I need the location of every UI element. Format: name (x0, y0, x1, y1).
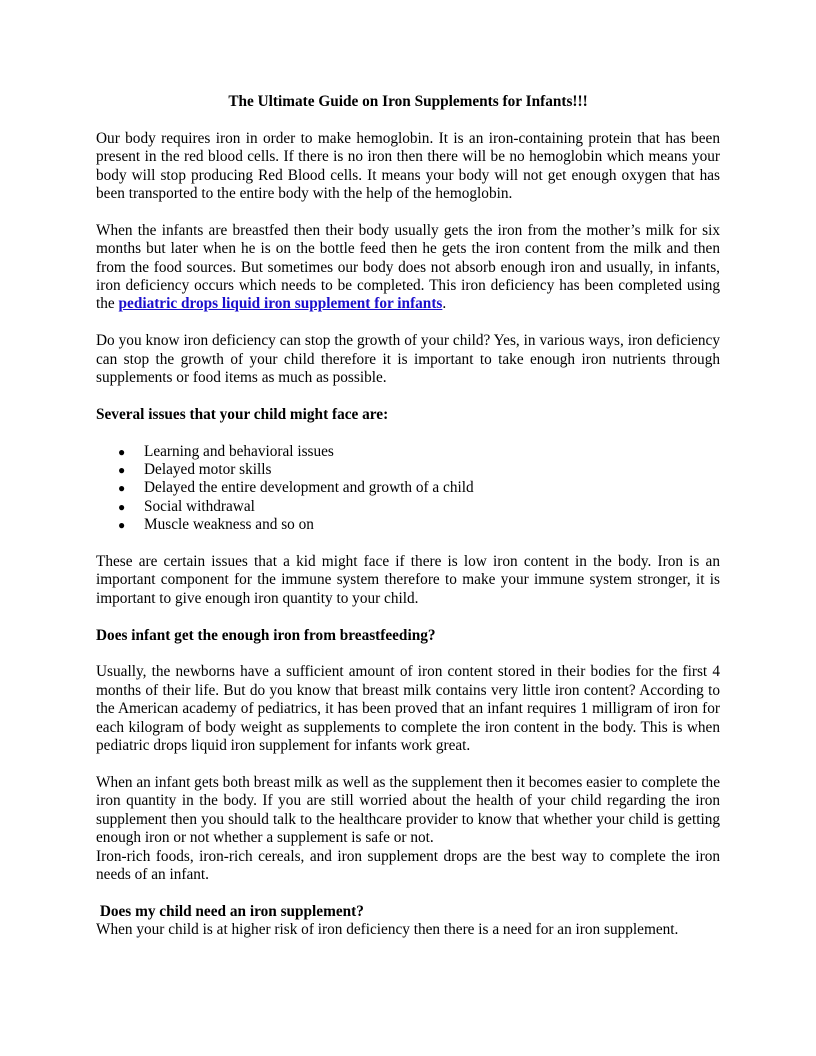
paragraph-newborns: Usually, the newborns have a sufficient amount of iron content stored in their bodies for the first 4 months of their life. But do you know that breast milk contains very little iron content? According to the American academy of pediatrics, it has been proved that an infant requires 1 milligram of iron for each kilogram of body weight as supplements to complete the iron content in the body. This is when pediatric drops liquid iron supplement for infants work great. (96, 663, 720, 755)
document-page (96, 93, 720, 940)
issues-list (96, 443, 720, 535)
heading-need-supplement: Does my child need an iron supplement? (96, 902, 364, 920)
list-item-text: Learning and behavioral issues (144, 442, 334, 460)
paragraph-iron-rich-foods: Iron-rich foods, iron-rich cereals, and iron supplement drops are the best way to complete the iron needs of an infant. (96, 847, 720, 883)
iron-supplement-link[interactable]: pediatric drops liquid iron supplement for infants (118, 295, 443, 313)
paragraph-breast-milk-supplement: When an infant gets both breast milk as well as the supplement then it becomes easier to complete the iron quantity in the body. If you are still worried about the health of your child regarding the iron supplement then you should talk to the healthcare provider to know that whether your child is getting enough iron or not whether a supplement is safe or not. (96, 773, 720, 847)
paragraph-immune-system: These are certain issues that a kid might face if there is low iron content in the body. Iron is an important component for the immune system therefore to make your immune system stronger, it is important to give enough iron quantity to your child. (96, 553, 720, 607)
bullet-icon: ● (118, 463, 126, 478)
bullet-icon: ● (118, 444, 126, 459)
page-title: The Ultimate Guide on Iron Supplements for Infants!!! (228, 93, 588, 110)
bullet-icon: ● (118, 518, 126, 533)
paragraph-breastfed (96, 222, 720, 314)
paragraph-hemoglobin: Our body requires iron in order to make hemoglobin. It is an iron-containing protein that has been present in the red blood cells. If there is no iron then there will be no hemoglobin which means your body will stop producing Red Blood cells. It means your body will not get enough oxygen that has been transported to the entire body with the help of the hemoglobin. (96, 129, 720, 203)
paragraph-growth: Do you know iron deficiency can stop the growth of your child? Yes, in various ways, iron deficiency can stop the growth of your child therefore it is important to take enough iron nutrients through supplements or food items as much as possible. (96, 332, 720, 387)
paragraph-breastfed-text: When the infants are breastfed then their body usually gets the iron from the mother’s milk for six months but later when he is on the bottle feed then he gets the iron content from the milk and then from the food sources. But sometimes our body does not absorb enough iron and usually, in infants, iron deficiency occurs which needs to be completed. This iron deficiency has been completed using the (96, 221, 720, 313)
list-item (96, 461, 720, 479)
heading-breastfeeding: Does infant get the enough iron from breastfeeding? (96, 626, 436, 644)
list-item (96, 516, 720, 534)
list-item-text: Delayed the entire development and growth of a child (144, 479, 474, 497)
bullet-icon: ● (118, 499, 126, 514)
list-item-text: Social withdrawal (144, 497, 255, 515)
paragraph-breastfed-end: . (442, 295, 447, 313)
list-item (96, 479, 720, 497)
list-item (96, 498, 720, 516)
list-item-text: Delayed motor skills (144, 461, 272, 479)
bullet-icon: ● (118, 481, 126, 496)
paragraph-higher-risk: When your child is at higher risk of iron deficiency then there is a need for an iron supplement. (96, 921, 679, 939)
list-item (96, 443, 720, 461)
heading-issues: Several issues that your child might face are: (96, 405, 389, 423)
list-item-text: Muscle weakness and so on (144, 516, 314, 534)
